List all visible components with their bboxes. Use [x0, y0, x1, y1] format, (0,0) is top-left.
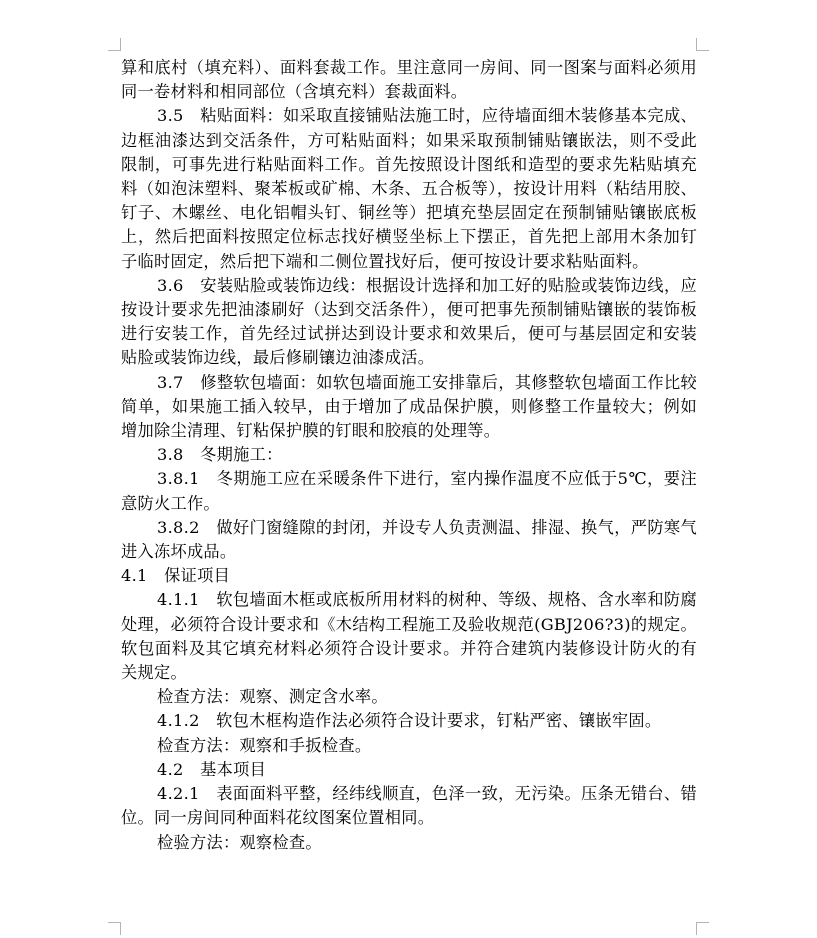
crop-mark-bottom-left [108, 922, 121, 935]
paragraph-3-7-finish-wall: 3.7 修整软包墙面：如软包墙面施工安排靠后，其修整软包墙面工作比较简单，如果施工插入较早，由于增加了成品保护膜，则修整工作量较大；例如增加除尘清理、钉粘保护膜的钉眼和胶痕的处理等。 [121, 372, 697, 441]
paragraph-3-6-install-trim: 3.6 安装贴脸或装饰边线：根据设计选择和加工好的贴脸或装饰边线，应按设计要求先把油漆刷好（达到交活条件），便可把事先预制铺贴镶嵌的装饰板进行安装工作，首先经过试拼达到设计要求和效果后，便可与基层固定和安装贴脸或装饰边线，最后修刷镶边油漆成活。 [121, 275, 697, 368]
paragraph-4-1-2: 4.1.2 软包木框构造作法必须符合设计要求，钉粘严密、镶嵌牢固。 [157, 711, 662, 731]
crop-mark-top-left [108, 38, 121, 51]
page-body[interactable] [121, 56, 697, 855]
paragraph-inspection-method-1: 检查方法：观察、测定含水率。 [157, 687, 388, 707]
paragraph-3-8-1: 3.8.1 冬期施工应在采暖条件下进行，室内操作温度不应低于5℃，要注意防火工作。 [121, 469, 697, 513]
paragraph-3-5-paste-fabric: 3.5 粘贴面料：如采取直接铺贴法施工时，应待墙面细木装修基本完成、边框油漆达到交活条件，方可粘贴面料；如果采取预制铺贴镶嵌法，则不受此限制，可事先进行粘贴面料工作。首先按照设计图纸和造型的要求先粘贴填充料（如泡沫塑料、聚苯板或矿棉、木条、五合板等），按设计用料（粘结用胶、钉子、木螺丝、电化铝帽头钉、铜丝等）把填充垫层固定在预制铺贴镶嵌底板上，然后把面料按照定位标志找好横竖坐标上下摆正，首先把上部用木条加钉子临时固定，然后把下端和二侧位置找好后，便可按设计要求粘贴面料。 [121, 106, 697, 271]
paragraph-inspection-method-3: 检验方法：观察检查。 [157, 832, 322, 852]
paragraph-4-2-1: 4.2.1 表面面料平整，经纬线顺直，色泽一致，无污染。压条无错台、错位。同一房间同种面料花纹图案位置相同。 [121, 784, 697, 828]
paragraph-inspection-method-2: 检查方法：观察和手扳检查。 [157, 735, 372, 755]
crop-mark-top-right [696, 38, 709, 51]
heading-4-2-basic-items: 4.2 基本项目 [157, 759, 267, 779]
paragraph-4-1-1: 4.1.1 软包墙面木框或底板所用材料的树种、等级、规格、含水率和防腐处理，必须符合设计要求和《木结构工程施工及验收规范(GBJ206?3)的规定。软包面料及其它填充材料必须符合设计要求。并符合建筑内装修设计防火的有关规定。 [121, 590, 697, 683]
paragraph-3-8-winter-construction: 3.8 冬期施工： [157, 445, 283, 465]
crop-mark-bottom-right [696, 922, 709, 935]
paragraph-3-8-2: 3.8.2 做好门窗缝隙的封闭，并设专人负责测温、排湿、换气，严防寒气进入冻坏成品。 [121, 517, 697, 562]
paragraph-material-cutting: 算和底村（填充料）、面料套裁工作。里注意同一房间、同一图案与面料必须用同一卷材料和相同部位（含填充料）套裁面料。 [121, 58, 697, 102]
heading-4-1-guarantee-items: 4.1 保证项目 [121, 566, 231, 586]
